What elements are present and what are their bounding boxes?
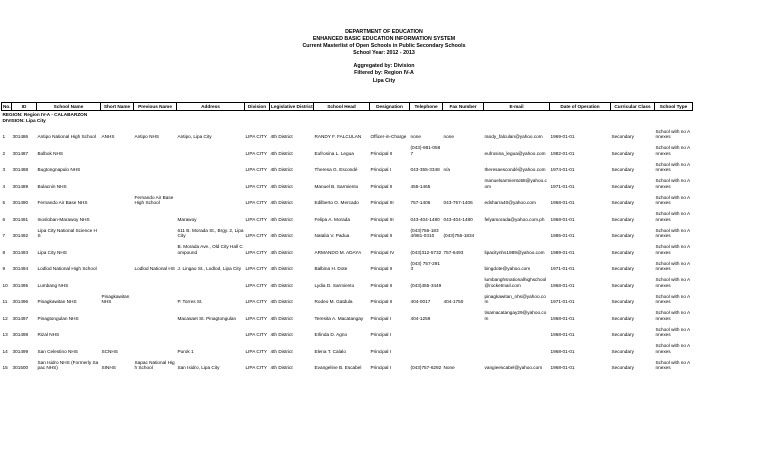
- division: LIPA CITY: [245, 365, 268, 371]
- legislative-district: 4th District: [270, 315, 293, 321]
- fax-number: [443, 255, 484, 272]
- short-name: [101, 189, 134, 206]
- previous-name: [134, 206, 177, 223]
- table-row: [2, 140, 768, 157]
- school-type: School with no Annexes: [655, 211, 691, 222]
- legislative-district: 4th District: [270, 282, 293, 288]
- table-row: [2, 222, 768, 239]
- address: [177, 173, 245, 190]
- division: LIPA CITY: [245, 216, 268, 222]
- curricular-class: Secondary: [611, 299, 634, 305]
- col-header-address: Address: [177, 103, 245, 111]
- school-type: School with no Annexes: [655, 161, 691, 173]
- report-system-name: ENHANCED BASIC EDUCATION INFORMATION SYSTEM: [312, 36, 456, 42]
- school-head: Elena T. Calalo: [314, 348, 346, 354]
- curricular-class: Secondary: [611, 282, 634, 288]
- division: LIPA CITY: [245, 167, 268, 173]
- short-name: [101, 321, 134, 338]
- row-no: 7: [2, 233, 6, 239]
- address: Marawoy: [177, 216, 197, 222]
- school-name: Rizal NHS: [37, 332, 60, 338]
- previous-name: Antipo NHS: [134, 134, 159, 140]
- fax-number: (043)756-1834: [443, 233, 475, 239]
- school-head: Balbina H. Dote: [314, 266, 348, 272]
- date-of-operation: 1968-01-01: [550, 216, 575, 222]
- col-header-telephone: Telephone: [410, 103, 443, 111]
- school-type: School with no Annexes: [655, 227, 691, 239]
- legislative-district: 4th District: [270, 348, 293, 354]
- email: manuelsarmiento58@yahoo.com: [484, 178, 547, 189]
- division: LIPA CITY: [245, 282, 268, 288]
- curricular-class: Secondary: [611, 150, 634, 156]
- row-no: 5: [2, 200, 6, 206]
- spacer: [693, 123, 768, 140]
- date-of-operation: 1985-01-01: [550, 233, 575, 239]
- col-header-division: Division: [245, 103, 270, 111]
- fax-number: 043-404-1480: [443, 216, 473, 222]
- school-type: School with no Annexes: [655, 145, 691, 156]
- telephone: 404-1259: [410, 315, 431, 321]
- school-type: School with no Annexes: [655, 178, 691, 189]
- short-name: [101, 206, 134, 223]
- spacer: [693, 354, 768, 371]
- spacer: [693, 321, 768, 338]
- school-head: Manuel B. Sarmiento: [314, 183, 359, 189]
- spacer: [693, 189, 768, 206]
- designation: Officer-in-Charge: [370, 134, 407, 140]
- school-id: 301489: [12, 183, 29, 189]
- address: Macasaet St. Pinagtongulan: [177, 315, 237, 321]
- email: bingdote@yahoo.com: [484, 266, 531, 272]
- col-header-previous-name: Previous Name: [134, 103, 177, 111]
- email: lumbanghsnationalhighschool@rocketmail.com: [484, 277, 547, 288]
- address: [177, 189, 245, 206]
- telephone: (043)-981-0587: [410, 145, 441, 156]
- address: Antipo, Lipa City: [177, 134, 212, 140]
- previous-name: [134, 338, 177, 355]
- division: LIPA CITY: [245, 332, 268, 338]
- school-id: 301488: [12, 167, 29, 173]
- table-row: [2, 189, 768, 206]
- designation: Principal I: [370, 315, 392, 321]
- division: LIPA CITY: [245, 183, 268, 189]
- telephone: [410, 321, 443, 338]
- legislative-district: 4th District: [270, 134, 293, 140]
- school-name: Lipa City National Science HS: [37, 227, 97, 239]
- school-name: Antipo National High School: [37, 134, 96, 140]
- school-name: San Isidro NHS (Formerly Sapac NHS): [37, 359, 99, 371]
- schools-table: [1, 102, 768, 371]
- aggregation-label: Aggregated by: Division: [353, 63, 415, 69]
- email: eufrosina_legua@yahoo.com: [484, 150, 546, 156]
- address: Purok 1: [177, 348, 194, 354]
- previous-name: [134, 288, 177, 305]
- table-row: [2, 321, 768, 338]
- school-type: School with no Annexes: [655, 310, 691, 321]
- school-head: ARMANDO M. ADAYA: [314, 249, 362, 255]
- designation: Principal II: [370, 233, 393, 239]
- school-id: 301498: [12, 332, 29, 338]
- curricular-class: Secondary: [611, 266, 634, 272]
- email: [484, 222, 550, 239]
- previous-name: [134, 173, 177, 190]
- date-of-operation: 1974-01-01: [550, 167, 575, 173]
- school-head: Lydia D. Sarmiento: [314, 282, 355, 288]
- col-header-short-name: Short Name: [101, 103, 134, 111]
- date-of-operation: 1971-01-01: [550, 266, 575, 272]
- designation: Principal II: [370, 150, 393, 156]
- email: edsharra40@yahoo.com: [484, 200, 536, 206]
- col-header-curricular-class: Curricular Class: [611, 103, 655, 111]
- previous-name: [134, 156, 177, 173]
- school-id: 301499: [12, 348, 29, 354]
- school-name: San Celestino NHS: [37, 348, 78, 354]
- designation: Principal III: [370, 216, 394, 222]
- col-header-designation: Designation: [370, 103, 410, 111]
- school-type: School with no Annexes: [655, 260, 691, 272]
- table-row: [2, 173, 768, 190]
- email: [484, 321, 550, 338]
- school-id: 301490: [12, 200, 29, 206]
- date-of-operation: 1968-01-01: [550, 348, 575, 354]
- telephone: (043) 757-2913: [410, 260, 440, 272]
- school-id: 301493: [12, 249, 29, 255]
- school-head: RANDY F. FALCULAN: [314, 134, 362, 140]
- curricular-class: Secondary: [611, 348, 634, 354]
- row-no: 3: [2, 167, 6, 173]
- spacer: [693, 239, 768, 256]
- school-name: Pinagtongulan NHS: [37, 315, 79, 321]
- division: LIPA CITY: [245, 233, 268, 239]
- school-name: Inosloban-Marawoy NHS: [37, 216, 90, 222]
- designation: Principal I: [370, 167, 392, 173]
- school-id: 301487: [12, 150, 29, 156]
- email: theresaescondé@yahoo.com: [484, 167, 546, 173]
- short-name: [101, 255, 134, 272]
- table-row: [2, 206, 768, 223]
- col-header-school-type: School Type: [655, 103, 693, 111]
- curricular-class: Secondary: [611, 183, 634, 189]
- table-row: [2, 255, 768, 272]
- row-no: 2: [2, 150, 6, 156]
- designation: Principal III: [370, 200, 394, 206]
- curricular-class: Secondary: [611, 167, 634, 173]
- legislative-district: 4th District: [270, 150, 293, 156]
- spacer: [693, 272, 768, 289]
- region-label: REGION: Region IV-A - CALABARZON: [2, 111, 88, 117]
- curricular-class: Secondary: [611, 233, 634, 239]
- division-filter-label: Lipa City: [372, 78, 396, 84]
- email: felyamorada@yahoo.com.ph: [484, 216, 545, 222]
- table-row: [2, 288, 768, 305]
- table-row: [2, 354, 768, 371]
- table-row: [2, 239, 768, 256]
- report-subtitle: Current Masterlist of Open Schools in Public Secondary Schools: [302, 43, 466, 49]
- row-no: 9: [2, 266, 6, 272]
- fax-number: [443, 305, 484, 322]
- email: [484, 338, 550, 355]
- email: vangieescabel@yahoo.com: [484, 365, 543, 371]
- previous-name: [134, 321, 177, 338]
- division-label: DIVISION: Lipa City: [2, 117, 46, 123]
- school-type: School with no Annexes: [655, 359, 691, 371]
- legislative-district: 4th District: [270, 183, 293, 189]
- school-name: Fernando Air Base NHS: [37, 200, 88, 206]
- fax-number: None: [443, 365, 455, 371]
- telephone: [410, 338, 443, 355]
- legislative-district: 4th District: [270, 216, 293, 222]
- row-no: 1: [2, 134, 6, 140]
- fax-number: n/a: [443, 167, 451, 173]
- address: [177, 156, 245, 173]
- school-id: 301496: [12, 299, 29, 305]
- row-no: 14: [2, 348, 8, 354]
- fax-number: [443, 321, 484, 338]
- school-id: 301500: [12, 365, 29, 371]
- legislative-district: 4th District: [270, 233, 293, 239]
- curricular-class: Secondary: [611, 200, 634, 206]
- division: LIPA CITY: [245, 200, 268, 206]
- telephone: 043-404-1480: [410, 216, 440, 222]
- date-of-operation: 1989-01-01: [550, 249, 575, 255]
- school-type: School with no Annexes: [655, 343, 691, 354]
- legislative-district: 4th District: [270, 200, 293, 206]
- school-head: Rodeo M. Gatdula: [314, 299, 353, 305]
- date-of-operation: 1971-01-01: [550, 299, 575, 305]
- row-no: 13: [2, 332, 8, 338]
- email: pinagkawitan_nhs@yahoo.com: [484, 293, 546, 305]
- telephone: (043)756-1834/981-0310: [410, 227, 439, 239]
- spacer: [693, 305, 768, 322]
- school-head: Edilberto O. Mercado: [314, 200, 359, 206]
- school-name: Pinagkawitan NHS: [37, 299, 77, 305]
- col-header-no: No.: [3, 103, 11, 109]
- school-id: 301497: [12, 315, 29, 321]
- date-of-operation: 1971-01-01: [550, 183, 575, 189]
- fax-number: 757-6493: [443, 249, 464, 255]
- short-name: [101, 140, 134, 157]
- legislative-district: 4th District: [270, 299, 293, 305]
- telephone: (043)312-5732: [410, 249, 442, 255]
- school-type: School with no Annexes: [655, 194, 691, 206]
- designation: Principal II: [370, 299, 393, 305]
- designation: Principal II: [370, 282, 393, 288]
- previous-name: [134, 305, 177, 322]
- previous-name: [134, 222, 177, 239]
- school-type: School with no Annexes: [655, 326, 691, 338]
- telephone: (043)757-6292: [410, 365, 442, 371]
- col-header-school-head: School Head: [314, 103, 370, 111]
- email: lipacitynhs1989@yahoo.com: [484, 249, 545, 255]
- row-no: 6: [2, 216, 6, 222]
- spacer: [693, 255, 768, 272]
- school-head: Erlinda D. Agno: [314, 332, 348, 338]
- division: LIPA CITY: [245, 249, 268, 255]
- spacer: [693, 288, 768, 305]
- school-name: Lumbang NHS: [37, 282, 69, 288]
- spacer: [693, 173, 768, 190]
- curricular-class: Secondary: [611, 315, 634, 321]
- address: [177, 321, 245, 338]
- email: randy_falculan@yahoo.com: [484, 134, 543, 140]
- table-header-row: [2, 103, 768, 111]
- table-row: [2, 305, 768, 322]
- col-header-id: ID: [12, 103, 37, 111]
- col-header-fax: Fax Number: [443, 103, 484, 111]
- previous-name: Sapac National High School: [134, 359, 175, 371]
- table-row: [2, 272, 768, 289]
- school-name: Bulacnin NHS: [37, 183, 67, 189]
- fax-number: [443, 140, 484, 157]
- spacer: [693, 222, 768, 239]
- school-head: Natalia V. Padua: [314, 233, 350, 239]
- legislative-district: 4th District: [270, 167, 293, 173]
- row-no: 12: [2, 315, 8, 321]
- short-name: SINHS: [101, 365, 116, 371]
- date-of-operation: 1968-01-01: [550, 315, 575, 321]
- legislative-district: 4th District: [270, 249, 293, 255]
- fax-number: [443, 338, 484, 355]
- short-name: [101, 173, 134, 190]
- row-no: 11: [2, 299, 8, 305]
- date-of-operation: 1968-01-01: [550, 365, 575, 371]
- designation: Principal I: [370, 332, 392, 338]
- email: tisamacatangay29@yahoo.com: [484, 310, 547, 321]
- designation: Principal I: [370, 365, 392, 371]
- spacer: [693, 140, 768, 157]
- telephone: (043)455-3449: [410, 282, 442, 288]
- col-header-school-name: School Name: [37, 103, 101, 111]
- row-no: 10: [2, 282, 8, 288]
- fax-number: 404-1750: [443, 299, 464, 305]
- table-row: [2, 156, 768, 173]
- short-name: Pinagkawitan NHS: [101, 293, 130, 305]
- address: [177, 140, 245, 157]
- designation: Principal I: [370, 348, 392, 354]
- school-year: School Year: 2012 - 2013: [353, 50, 415, 56]
- address: J. Lingao St., Lodlod, Lipa City: [177, 266, 242, 272]
- school-id: 301494: [12, 266, 29, 272]
- short-name: [101, 239, 134, 256]
- telephone: none: [410, 134, 421, 140]
- col-header-date-of-operation: Date of Operation: [550, 103, 611, 111]
- short-name: [101, 156, 134, 173]
- short-name: [101, 272, 134, 289]
- curricular-class: Secondary: [611, 134, 634, 140]
- fax-number: 043-757-1406: [443, 200, 473, 206]
- fax-number: none: [443, 134, 454, 140]
- telephone: 455-1465: [410, 183, 431, 189]
- school-head: Theresa G. Escondé: [314, 167, 358, 173]
- school-name: Bugtongnapulo NHS: [37, 167, 81, 173]
- date-of-operation: 1982-01-01: [550, 150, 575, 156]
- short-name: ANHS: [101, 134, 115, 140]
- previous-name: Fernando Air Base High School: [134, 194, 174, 206]
- spacer: [693, 338, 768, 355]
- school-head: Eufrosina L. Legua: [314, 150, 354, 156]
- school-head: Felipa A. Morada: [314, 216, 350, 222]
- report-title: DEPARTMENT OF EDUCATION: [345, 29, 423, 35]
- address: B. Morada Ave., Old City Hall Compound: [177, 244, 243, 255]
- date-of-operation: 1969-01-01: [550, 134, 575, 140]
- table-row: [2, 123, 768, 140]
- school-name: Lipa City NHS: [37, 249, 67, 255]
- division: LIPA CITY: [245, 348, 268, 354]
- col-header-email: E-mail: [484, 103, 550, 111]
- fax-number: [443, 272, 484, 289]
- curricular-class: Secondary: [611, 365, 634, 371]
- date-of-operation: 1968-01-01: [550, 200, 575, 206]
- school-type: School with no Annexes: [655, 277, 691, 288]
- school-head: Teresita A. Macatangay: [314, 315, 364, 321]
- previous-name: [134, 140, 177, 157]
- address: San Isidro, Lipa City: [177, 365, 220, 371]
- spacer: [693, 156, 768, 173]
- school-type: School with no Annexes: [655, 128, 691, 140]
- school-id: 301492: [12, 233, 29, 239]
- legislative-district: 4th District: [270, 266, 293, 272]
- legislative-district: 4th District: [270, 365, 293, 371]
- designation: Principal IV: [370, 249, 395, 255]
- curricular-class: Secondary: [611, 332, 634, 338]
- school-id: 301495: [12, 282, 29, 288]
- spacer: [693, 206, 768, 223]
- previous-name: [134, 272, 177, 289]
- legislative-district: 4th District: [270, 332, 293, 338]
- row-no: 4: [2, 183, 6, 189]
- division: LIPA CITY: [245, 150, 268, 156]
- school-head: Evangeline B. Escabel: [314, 365, 362, 371]
- telephone: 757-1406: [410, 200, 431, 206]
- division: LIPA CITY: [245, 315, 268, 321]
- date-of-operation: 1968-01-01: [550, 282, 575, 288]
- col-header-legislative-district: Legislative District: [271, 103, 313, 109]
- address: 611 B. Morada St., Brgy. 2, Lipa City: [177, 227, 244, 239]
- school-type: School with no Annexes: [655, 293, 691, 305]
- school-name: Bolbok NHS: [37, 150, 64, 156]
- telephone: 043-355-3348: [410, 167, 440, 173]
- division: LIPA CITY: [245, 299, 268, 305]
- address: P. Torres St.: [177, 299, 203, 305]
- previous-name: [134, 239, 177, 256]
- school-type: School with no Annexes: [655, 244, 691, 255]
- designation: Principal II: [370, 183, 393, 189]
- telephone: 404-0017: [410, 299, 431, 305]
- row-no: 8: [2, 249, 6, 255]
- school-id: 301491: [12, 216, 29, 222]
- spacer: [693, 103, 768, 111]
- table-row: [2, 338, 768, 355]
- previous-name: Lodlod National HS: [134, 266, 175, 272]
- short-name: [101, 222, 134, 239]
- school-id: 301486: [12, 134, 29, 140]
- fax-number: [443, 173, 484, 190]
- curricular-class: Secondary: [611, 216, 634, 222]
- filter-label: Filtered by: Region IV-A: [354, 70, 414, 76]
- date-of-operation: 1968-01-01: [550, 332, 575, 338]
- address: [177, 272, 245, 289]
- division: LIPA CITY: [245, 134, 268, 140]
- short-name: SCNHS: [101, 348, 118, 354]
- school-name: Lodlod National High School: [37, 266, 97, 272]
- division: LIPA CITY: [245, 266, 268, 272]
- designation: Principal II: [370, 266, 393, 272]
- short-name: [101, 305, 134, 322]
- curricular-class: Secondary: [611, 249, 634, 255]
- row-no: 15: [2, 365, 8, 371]
